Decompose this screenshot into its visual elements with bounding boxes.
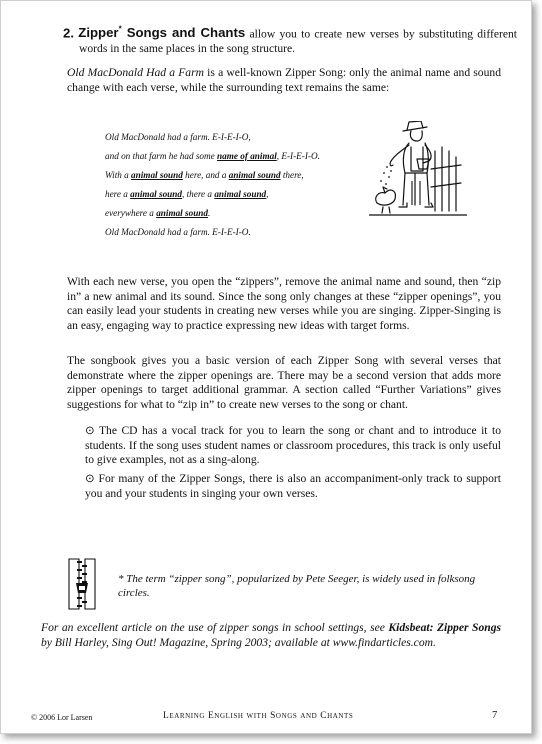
section-title: [78, 25, 245, 40]
lyric-line-3: [105, 166, 395, 185]
blank-animal-sound: animal sound: [131, 170, 183, 180]
bullet-cd-vocal-track: [85, 424, 501, 468]
lyric-text: here a: [105, 189, 131, 199]
lyric-text: and on that farm he had some: [105, 151, 218, 161]
lyric-text: there,: [280, 170, 304, 180]
paragraph-songbook: The songbook gives you a basic version of each Zipper Song with several verses that demonstrate where the zipper openings are. There may be a second version that adds more zipper openings to target additional grammar. A section called “Further Variations” gives suggestions for what to “zip in” to create new verses to the song or chant.: [67, 354, 501, 411]
bullet-accompaniment-track: [85, 472, 501, 501]
bullet-icon: ⊙: [85, 472, 95, 485]
section-lead: allow you to create new verses by substituting different words in the same places in the song structure.: [79, 27, 518, 56]
further-text: by Bill Harley, Sing Out! Magazine, Spring 2003; available at www.findarticles.com.: [41, 635, 436, 649]
blank-animal-sound: animal sound: [156, 208, 209, 218]
blank-animal-sound: animal sound: [228, 170, 281, 180]
section-number: 2.: [63, 25, 74, 41]
blank-animal-sound: animal sound: [214, 189, 267, 199]
bullet-icon: ⊙: [85, 424, 95, 437]
bullet-text: The CD has a vocal track for you to learn the song or chant and to introduce it to students. If the song uses student names or classroom procedures, this track is only useful to give examples, not as a sing-along.: [85, 424, 501, 467]
blank-animal-sound: animal sound: [130, 189, 182, 199]
zipper-icon: [65, 557, 99, 611]
intro-text: is a well-known Zipper Song: only the animal name and sound change with each verse, while the surrounding text remains the same:: [67, 66, 501, 94]
intro-paragraph: [67, 66, 501, 95]
lyric-text: .: [208, 208, 211, 218]
further-reading: [41, 621, 501, 650]
further-text: For an excellent article on the use of zipper songs in school settings, see: [41, 621, 389, 634]
footnote-mark: *: [118, 25, 122, 34]
section-title-text: Zipper: [78, 25, 119, 41]
footer-copyright: © 2006 Lor Larsen: [31, 713, 93, 722]
section-title-rest: Songs and Chants: [121, 25, 246, 41]
lyric-text: With a: [105, 170, 132, 180]
lyric-text: everywhere a: [105, 208, 157, 218]
article-title: Kidsbeat: Zipper Songs: [388, 621, 501, 634]
blank-animal-name: name of animal: [217, 151, 277, 161]
lyric-line-6: Old MacDonald had a farm. E-I-E-I-O.: [105, 227, 251, 237]
lyric-line-5: [105, 204, 395, 223]
section-heading: [63, 22, 517, 56]
lyric-text: , there a: [182, 189, 215, 199]
farmer-illustration-icon: [369, 121, 467, 225]
lyric-line-2: [105, 147, 395, 166]
lyrics-block: [105, 128, 395, 242]
footer-book-title: Learning English with Songs and Chants: [163, 711, 354, 721]
footnote: * The term “zipper song”, popularized by Pete Seeger, is widely used in folksong circles.: [118, 573, 476, 599]
lyric-line-1: Old MacDonald had a farm. E-I-E-I-O,: [105, 132, 251, 142]
lyric-line-4: [105, 185, 395, 204]
bullet-text: For many of the Zipper Songs, there is also an accompaniment-only track to support you and your students in singing your own verses.: [85, 472, 501, 500]
paragraph-zipper-explanation: With each new verse, you open the “zippers”, remove the animal name and sound, then “zip in” a new animal and its sound. Since the song only changes at these “zipper openings”, you can easily lead your students in creating new verses while you are singing. Zipper-Singing is an easy, engaging way to practice expressing new ideas with target forms.: [67, 275, 501, 332]
lyric-text: here, and a: [182, 170, 229, 180]
song-title: Old MacDonald Had a Farm: [67, 66, 204, 79]
lyric-text: ,: [266, 189, 269, 199]
page-number: 7: [492, 710, 498, 721]
lyric-text: , E-I-E-I-O.: [276, 151, 320, 161]
